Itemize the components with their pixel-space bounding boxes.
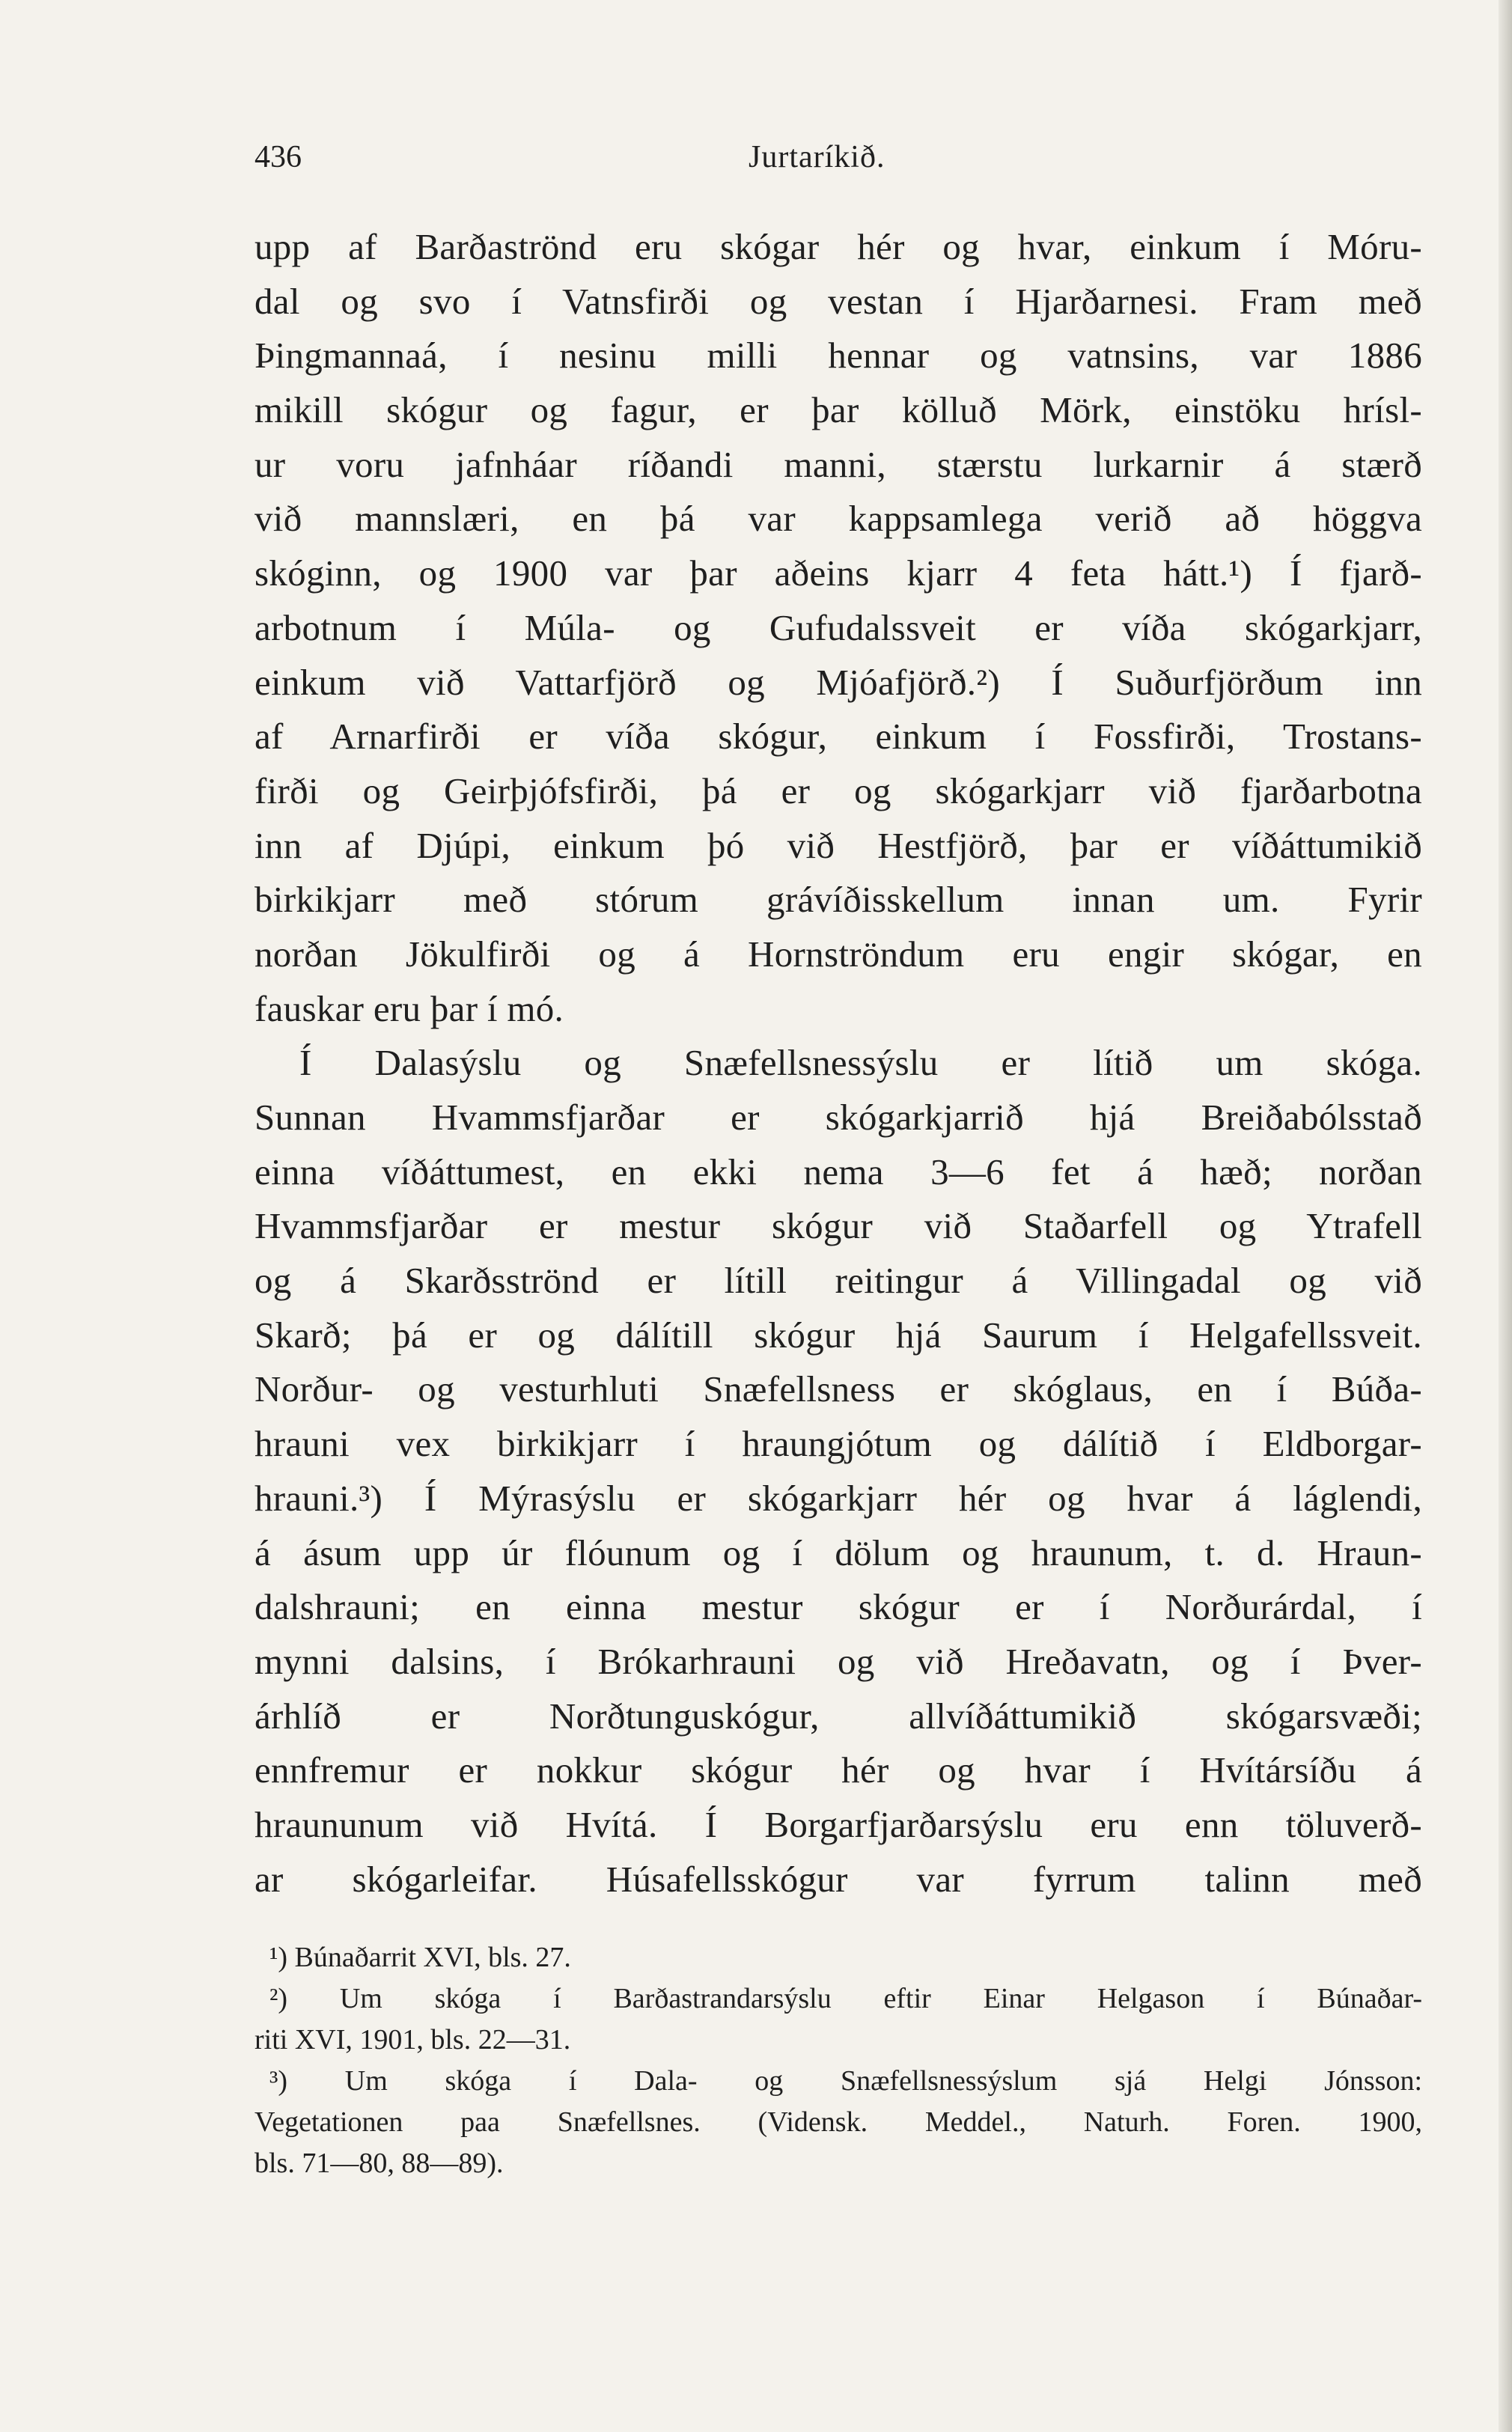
text-line: ur voru jafnháar ríðandi manni, stærstu lurkarnir á stærð bbox=[254, 443, 1422, 485]
text-line: birkikjarr með stórum grávíðisskellum innan um. Fyrir bbox=[254, 879, 1422, 921]
text-line: og á Skarðsströnd er lítill reitingur á Villingadal og við bbox=[254, 1260, 1422, 1302]
text-line: ar skógarleifar. Húsafellsskógur var fyrrum talinn með bbox=[254, 1858, 1422, 1900]
text-line: Skarð; þá er og dálítill skógur hjá Saurum í Helgafellssveit. bbox=[254, 1314, 1422, 1356]
footnote-line: ¹) Búnaðarrit XVI, bls. 27. bbox=[269, 1942, 571, 1973]
text-line: hrauni vex birkikjarr í hraungjótum og dálítið í Eldborgar- bbox=[254, 1423, 1422, 1465]
text-line: mikill skógur og fagur, er þar kölluð Mörk, einstöku hrísl- bbox=[254, 389, 1422, 431]
text-line: á ásum upp úr flóunum og í dölum og hraunum, t. d. Hraun- bbox=[254, 1532, 1422, 1573]
footnote-line: Vegetationen paa Snæfellsnes. (Vidensk. Meddel., Naturh. Foren. 1900, bbox=[254, 2106, 1422, 2138]
text-line: inn af Djúpi, einkum þó við Hestfjörð, þar er víðáttumikið bbox=[254, 824, 1422, 866]
text-line: af Arnarfirði er víða skógur, einkum í Fossfirði, Trostans- bbox=[254, 716, 1422, 758]
footnotes bbox=[254, 1937, 1422, 2184]
footnote-line: ²) Um skóga í Barðastrandarsýslu eftir Einar Helgason í Búnaðar- bbox=[269, 1983, 1422, 2014]
text-line: Norður- og vesturhluti Snæfellsness er skóglaus, en í Búða- bbox=[254, 1368, 1422, 1410]
text-line: norðan Jökulfirði og á Hornströndum eru engir skógar, en bbox=[254, 933, 1422, 975]
footnote-line: ³) Um skóga í Dala- og Snæfellsnessýslum sjá Helgi Jónsson: bbox=[269, 2065, 1422, 2097]
text-line: dalshrauni; en einna mestur skógur er í Norðurárdal, í bbox=[254, 1586, 1422, 1628]
text-line: Í Dalasýslu og Snæfellsnessýslu er lítið um skóga. bbox=[299, 1042, 1422, 1084]
footnote-line: riti XVI, 1901, bls. 22—31. bbox=[254, 2024, 571, 2055]
page-header bbox=[254, 139, 1422, 181]
text-line: Hvammsfjarðar er mestur skógur við Staðarfell og Ytrafell bbox=[254, 1205, 1422, 1247]
text-line: árhlíð er Norðtunguskógur, allvíðáttumikið skógarsvæði; bbox=[254, 1695, 1422, 1737]
body-text bbox=[254, 220, 1422, 1907]
text-line: hrauni.³) Í Mýrasýslu er skógarkjarr hér og hvar á láglendi, bbox=[254, 1477, 1422, 1519]
text-line: við mannslæri, en þá var kappsamlega verið að höggva bbox=[254, 498, 1422, 540]
text-line: mynni dalsins, í Brókarhrauni og við Hreðavatn, og í Þver- bbox=[254, 1640, 1422, 1682]
text-line: fauskar eru þar í mó. bbox=[254, 987, 564, 1029]
text-line: hraununum við Hvítá. Í Borgarfjarðarsýslu eru enn töluverð- bbox=[254, 1803, 1422, 1845]
running-title: Jurtaríkið. bbox=[749, 140, 885, 174]
footnote-line: bls. 71—80, 88—89). bbox=[254, 2148, 504, 2179]
text-line: dal og svo í Vatnsfirði og vestan í Hjarðarnesi. Fram með bbox=[254, 280, 1422, 322]
text-line: upp af Barðaströnd eru skógar hér og hvar, einkum í Móru- bbox=[254, 226, 1422, 267]
text-line: ennfremur er nokkur skógur hér og hvar í Hvítársíðu á bbox=[254, 1749, 1422, 1791]
page-number: 436 bbox=[254, 140, 302, 174]
page-edge-shadow bbox=[1499, 0, 1512, 2432]
text-line: arbotnum í Múla- og Gufudalssveit er víða skógarkjarr, bbox=[254, 606, 1422, 648]
text-line: einkum við Vattarfjörð og Mjóafjörð.²) Í Suðurfjörðum inn bbox=[254, 661, 1422, 703]
text-line: einna víðáttumest, en ekki nema 3—6 fet á hæð; norðan bbox=[254, 1151, 1422, 1192]
text-line: Þingmannaá, í nesinu milli hennar og vatnsins, var 1886 bbox=[254, 335, 1422, 377]
text-line: Sunnan Hvammsfjarðar er skógarkjarrið hjá Breiðabólsstað bbox=[254, 1097, 1422, 1138]
text-line: firði og Geirþjófsfirði, þá er og skógarkjarr við fjarðarbotna bbox=[254, 769, 1422, 811]
text-line: skóginn, og 1900 var þar aðeins kjarr 4 feta hátt.¹) Í fjarð- bbox=[254, 552, 1422, 594]
